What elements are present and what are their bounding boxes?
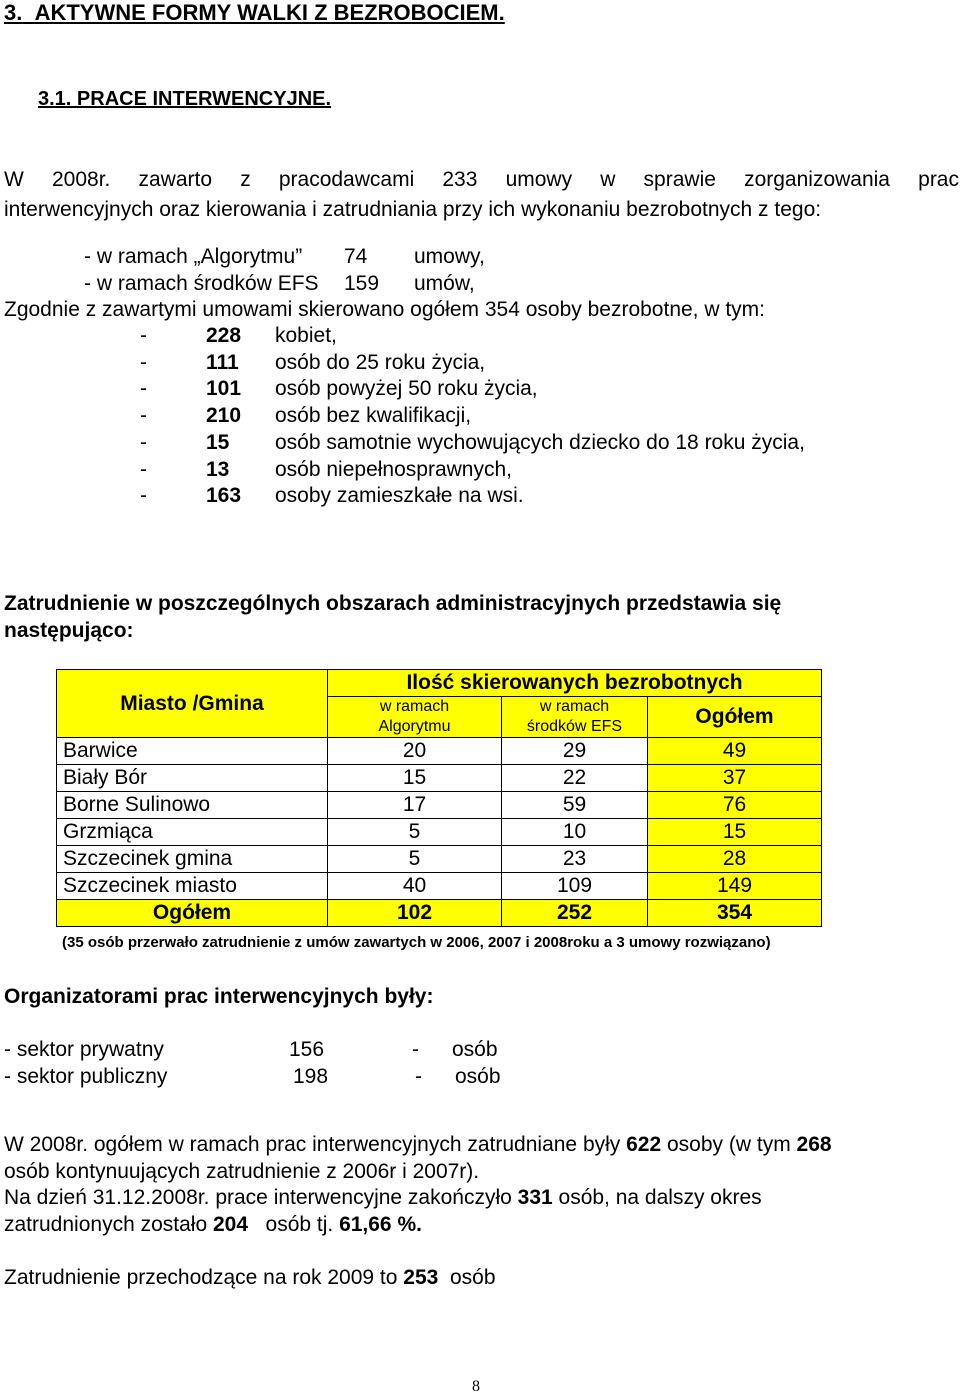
organizer-dash: - (415, 1065, 422, 1088)
header-text: w ramach (539, 698, 610, 715)
cell-efs: 10 (502, 819, 648, 846)
cell-efs: 22 (502, 765, 648, 792)
cell-total: 354 (648, 900, 822, 927)
list-dash: - (140, 431, 147, 454)
cell-total: 49 (648, 738, 822, 765)
cell-efs: 252 (502, 900, 648, 927)
cell-city: Biały Bór (57, 765, 328, 792)
list-dash: - (140, 404, 147, 427)
summary-text: W 2008r. ogółem w ramach prac interwencyjnych zatrudniane były (4, 1133, 627, 1156)
contract-item-algorytm (84, 245, 485, 269)
cell-algorytm: 102 (328, 900, 502, 927)
list-value: 210 (206, 404, 242, 427)
intro-paragraph (4, 165, 959, 225)
list-text: osób do 25 roku życia, (275, 351, 486, 374)
cell-total: 28 (648, 846, 822, 873)
summary-line-4 (4, 1213, 422, 1237)
table-note: (35 osób przerwało zatrudnienie z umów zawartych w 2006, 2007 i 2008roku a 3 umowy rozwiązano) (62, 934, 771, 951)
cell-algorytm: 40 (328, 873, 502, 900)
list-text: osoby zamieszkałe na wsi. (275, 484, 524, 507)
area-heading-line-1: Zatrudnienie w poszczególnych obszarach administracyjnych przedstawia się (4, 592, 782, 615)
cell-total: 149 (648, 873, 822, 900)
cell-total: 76 (648, 792, 822, 819)
list-value: 111 (206, 351, 239, 374)
organizer-count: 156 (289, 1038, 325, 1061)
cell-total: 15 (648, 819, 822, 846)
summary-value: 204 (212, 1213, 249, 1236)
list-value: 163 (206, 484, 242, 507)
organizer-unit: osób (452, 1038, 498, 1061)
list-value: 228 (206, 324, 242, 347)
organizer-label: - sektor prywatny (4, 1038, 164, 1061)
summary-line-2: osób kontynuujących zatrudnienie z 2006r i 2007r). (4, 1160, 480, 1183)
list-dash: - (140, 458, 147, 481)
contract-count: 159 (344, 272, 380, 295)
table-row (57, 873, 822, 900)
header-text: Algorytmu (378, 718, 451, 735)
referred-sentence: Zgodnie z zawartymi umowami skierowano ogółem 354 osoby bezrobotne, w tym: (4, 298, 766, 321)
cell-city: Barwice (57, 738, 328, 765)
intro-line-1: W 2008r. zawarto z pracodawcami 233 umowy w sprawie zorganizowania prac (4, 168, 959, 191)
header-text: w ramach (379, 698, 450, 715)
summary-value: 622 (626, 1133, 662, 1156)
cell-city: Szczecinek miasto (57, 873, 328, 900)
summary-value: 331 (517, 1186, 553, 1209)
list-dash: - (140, 484, 147, 507)
table-row (57, 819, 822, 846)
organizer-row-private (4, 1038, 498, 1062)
summary-text: osób (438, 1266, 496, 1289)
organizers-heading: Organizatorami prac interwencyjnych były: (4, 985, 434, 1008)
list-value: 15 (206, 431, 230, 454)
contract-label: - w ramach „Algorytmu” (84, 245, 303, 268)
contract-unit: umowy, (414, 245, 485, 268)
list-dash: - (140, 324, 147, 347)
contract-label: - w ramach środków EFS (84, 272, 319, 295)
cell-total: 37 (648, 765, 822, 792)
table-row (57, 792, 822, 819)
cell-efs: 59 (502, 792, 648, 819)
table-row (57, 738, 822, 765)
col-header-efs (502, 697, 648, 738)
cell-algorytm: 15 (328, 765, 502, 792)
cell-city: Ogółem (57, 900, 328, 927)
cell-algorytm: 17 (328, 792, 502, 819)
table-row (57, 765, 822, 792)
list-text: osób niepełnosprawnych, (275, 458, 512, 481)
col-header-city: Miasto /Gmina (57, 670, 328, 738)
summary-line-3 (4, 1186, 762, 1210)
organizer-count: 198 (293, 1065, 329, 1088)
list-value: 13 (206, 458, 230, 481)
list-text: osób bez kwalifikacji, (275, 404, 472, 427)
cell-algorytm: 5 (328, 819, 502, 846)
intro-line-2: interwencyjnych oraz kierowania i zatrudniania przy ich wykonaniu bezrobotnych z tego: (4, 198, 822, 221)
cell-algorytm: 20 (328, 738, 502, 765)
list-text: kobiet, (275, 324, 337, 347)
section-title: AKTYWNE FORMY WALKI Z BEZROBOCIEM. (34, 0, 505, 25)
summary-text: Zatrudnienie przechodzące na rok 2009 to (4, 1266, 404, 1289)
organizer-unit: osób (455, 1065, 501, 1088)
list-dash: - (140, 351, 147, 374)
table-total-row (57, 900, 822, 927)
organizer-label: - sektor publiczny (4, 1065, 168, 1088)
subsection-heading: 3.1. PRACE INTERWENCYJNE. (38, 88, 332, 110)
list-dash: - (140, 377, 147, 400)
col-header-algorytm (328, 697, 502, 738)
col-header-group: Ilość skierowanych bezrobotnych (328, 670, 822, 697)
table-row (57, 846, 822, 873)
summary-value: 268 (796, 1133, 832, 1156)
section-number: 3. (4, 0, 23, 25)
summary-line-5 (4, 1266, 496, 1290)
organizer-dash: - (412, 1038, 419, 1061)
page-number: 8 (472, 1378, 480, 1395)
organizer-row-public (4, 1065, 501, 1089)
list-text: osób powyżej 50 roku życia, (275, 377, 538, 400)
list-text: osób samotnie wychowujących dziecko do 18 roku życia, (275, 431, 805, 454)
header-text: środków EFS (526, 718, 623, 735)
contract-count: 74 (344, 245, 368, 268)
col-header-total: Ogółem (648, 697, 822, 738)
employment-table (56, 669, 822, 927)
list-value: 101 (206, 377, 242, 400)
summary-text: zatrudnionych zostało (4, 1213, 213, 1236)
cell-city: Grzmiąca (57, 819, 328, 846)
contract-unit: umów, (414, 272, 475, 295)
area-heading-line-2: następująco: (4, 619, 134, 642)
cell-efs: 29 (502, 738, 648, 765)
summary-value: 253 (403, 1266, 439, 1289)
summary-text: osób tj. (248, 1213, 340, 1236)
cell-city: Szczecinek gmina (57, 846, 328, 873)
summary-text: osób, na dalszy okres (552, 1186, 762, 1209)
cell-efs: 23 (502, 846, 648, 873)
contract-item-efs (84, 272, 475, 296)
summary-text: Na dzień 31.12.2008r. prace interwencyjne zakończyło (4, 1186, 518, 1209)
summary-line-1 (4, 1133, 832, 1157)
cell-efs: 109 (502, 873, 648, 900)
cell-algorytm: 5 (328, 846, 502, 873)
summary-value: 61,66 %. (339, 1213, 422, 1236)
cell-city: Borne Sulinowo (57, 792, 328, 819)
summary-text: osoby (w tym (661, 1133, 797, 1156)
section-heading (4, 0, 505, 26)
